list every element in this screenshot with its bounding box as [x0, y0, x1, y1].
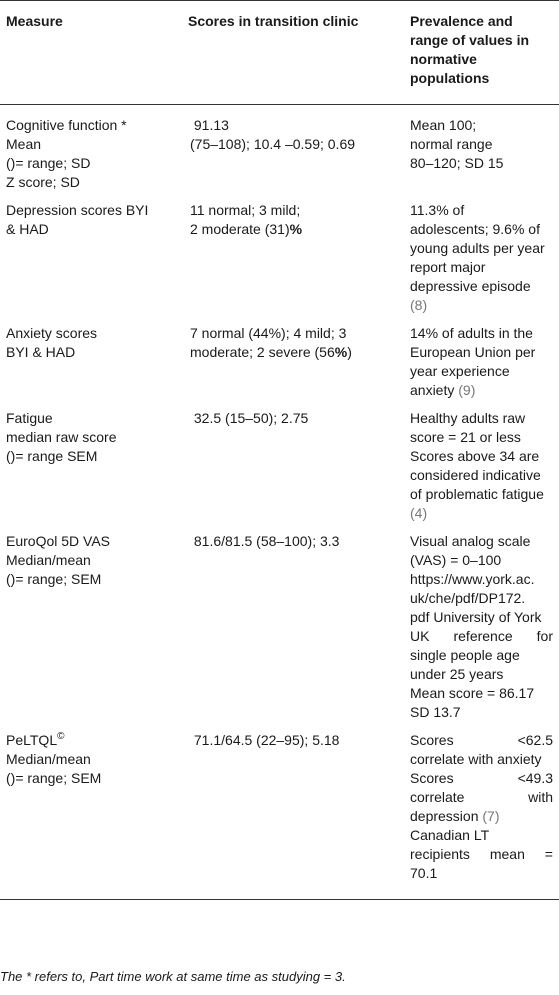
table-header-row [0, 1, 559, 105]
table-row [0, 321, 559, 406]
cell-line: 91.13 [190, 117, 229, 133]
cell-line: Healthy adults raw [410, 410, 526, 426]
cell-line: adolescents; 9.6% of [410, 221, 540, 237]
cell-line: BYI & HAD [6, 344, 76, 360]
reference-link[interactable]: (7) [482, 808, 500, 824]
cell-text-bold: % [289, 221, 303, 237]
cell-scores [182, 321, 404, 406]
cell-line: 11.3% of [410, 202, 465, 218]
cell-scores [182, 406, 404, 529]
cell-line: year experience [410, 363, 510, 379]
cell-line: ()= range; SEM [6, 571, 102, 587]
column-header-scores: Scores in transition clinic [188, 13, 359, 29]
cell-text: 2 moderate (31) [190, 221, 290, 237]
cell-measure [0, 105, 182, 199]
cell-line: considered indicative [410, 467, 541, 483]
reference-link[interactable]: (9) [458, 382, 476, 398]
cell-line: European Union per [410, 344, 536, 360]
cell-line: score = 21 or less [410, 429, 521, 445]
cell-line: Canadian LT [410, 827, 490, 843]
cell-line [6, 731, 176, 750]
cell-line: Cognitive function * [6, 117, 127, 133]
cell-line: 71.1/64.5 (22–95); 5.18 [190, 732, 340, 748]
cell-line: correlate with anxiety [410, 751, 542, 767]
column-header-prevalence: Prevalence and range of values in normative populations [410, 13, 530, 86]
column-header-measure: Measure [6, 13, 63, 29]
cell-norm [404, 529, 559, 728]
cell-line: (75–108); 10.4 –0.59; 0.69 [190, 136, 356, 152]
cell-text: anxiety [410, 382, 459, 398]
cell-line: ()= range; SEM [6, 770, 102, 786]
cell-line: uk/che/pdf/DP172. [410, 590, 526, 606]
table-footnote: The * refers to, Part time work at same time as studying = 3. [0, 969, 346, 984]
cell-line: depressive episode [410, 278, 531, 294]
cell-norm [404, 406, 559, 529]
cell-line: 11 normal; 3 mild; [190, 202, 301, 218]
cell-line: correlate with [410, 789, 553, 805]
cell-line: https://www.york.ac. [410, 571, 535, 587]
cell-line: Mean [6, 136, 42, 152]
cell-line: under 25 years [410, 666, 504, 682]
cell-line: report major [410, 259, 486, 275]
table-row [0, 105, 559, 199]
cell-line: Mean 100; [410, 117, 477, 133]
cell-line: Z score; SD [6, 174, 80, 190]
cell-text: moderate; 2 severe (56 [190, 344, 335, 360]
cell-norm [404, 105, 559, 199]
cell-norm [404, 321, 559, 406]
cell-line: Anxiety scores [6, 325, 98, 341]
cell-measure [0, 728, 182, 900]
cell-line [410, 807, 553, 826]
cell-line: 70.1 [410, 865, 438, 881]
cell-line: Fatigue [6, 410, 53, 426]
cell-line: SD 13.7 [410, 704, 461, 720]
cell-text: depression [410, 808, 483, 824]
table-row [0, 529, 559, 728]
cell-measure [0, 198, 182, 321]
cell-line [190, 220, 398, 239]
copyright-mark: © [57, 731, 65, 742]
cell-line: 32.5 (15–50); 2.75 [190, 410, 309, 426]
cell-line: UK reference for [410, 628, 553, 644]
cell-line [410, 381, 553, 400]
cell-line: Median/mean [6, 552, 91, 568]
table-row [0, 198, 559, 321]
cell-line: Mean score = 86.17 [410, 685, 535, 701]
reference-link[interactable]: (4) [410, 505, 428, 521]
cell-norm [404, 198, 559, 321]
reference-link[interactable]: (8) [410, 297, 428, 313]
cell-line: Median/mean [6, 751, 91, 767]
cell-measure [0, 321, 182, 406]
cell-line: pdf University of York [410, 609, 542, 625]
cell-line: Scores above 34 are [410, 448, 540, 464]
cell-line: 81.6/81.5 (58–100); 3.3 [190, 533, 340, 549]
table-row [0, 406, 559, 529]
cell-line: Scores <49.3 [410, 770, 553, 786]
cell-line [190, 343, 398, 362]
cell-measure [0, 406, 182, 529]
cell-line: of problematic fatigue [410, 486, 544, 502]
cell-line: ()= range; SD [6, 155, 91, 171]
cell-text: PeLTQL [6, 732, 58, 748]
cell-line: recipients mean = [410, 846, 553, 862]
cell-scores [182, 529, 404, 728]
cell-scores [182, 198, 404, 321]
cell-line: Scores <62.5 [410, 732, 553, 748]
table-row [0, 728, 559, 900]
cell-line: Visual analog scale [410, 533, 531, 549]
cell-line: young adults per year [410, 240, 545, 256]
cell-measure [0, 529, 182, 728]
cell-line: ()= range SEM [6, 448, 98, 464]
cell-scores [182, 105, 404, 199]
cell-line: 7 normal (44%); 4 mild; 3 [190, 325, 347, 341]
cell-scores [182, 728, 404, 900]
cell-line: normal range [410, 136, 493, 152]
cell-line: 80–120; SD 15 [410, 155, 504, 171]
cell-line: EuroQol 5D VAS [6, 533, 111, 549]
cell-line: (VAS) = 0–100 [410, 552, 502, 568]
cell-text: ) [347, 344, 352, 360]
cell-text-bold: % [334, 344, 348, 360]
cell-line: single people age [410, 647, 520, 663]
cell-line: median raw score [6, 429, 117, 445]
cell-line: & HAD [6, 221, 49, 237]
cell-line: Depression scores BYI [6, 202, 149, 218]
cell-norm [404, 728, 559, 900]
cell-line: 14% of adults in the [410, 325, 533, 341]
